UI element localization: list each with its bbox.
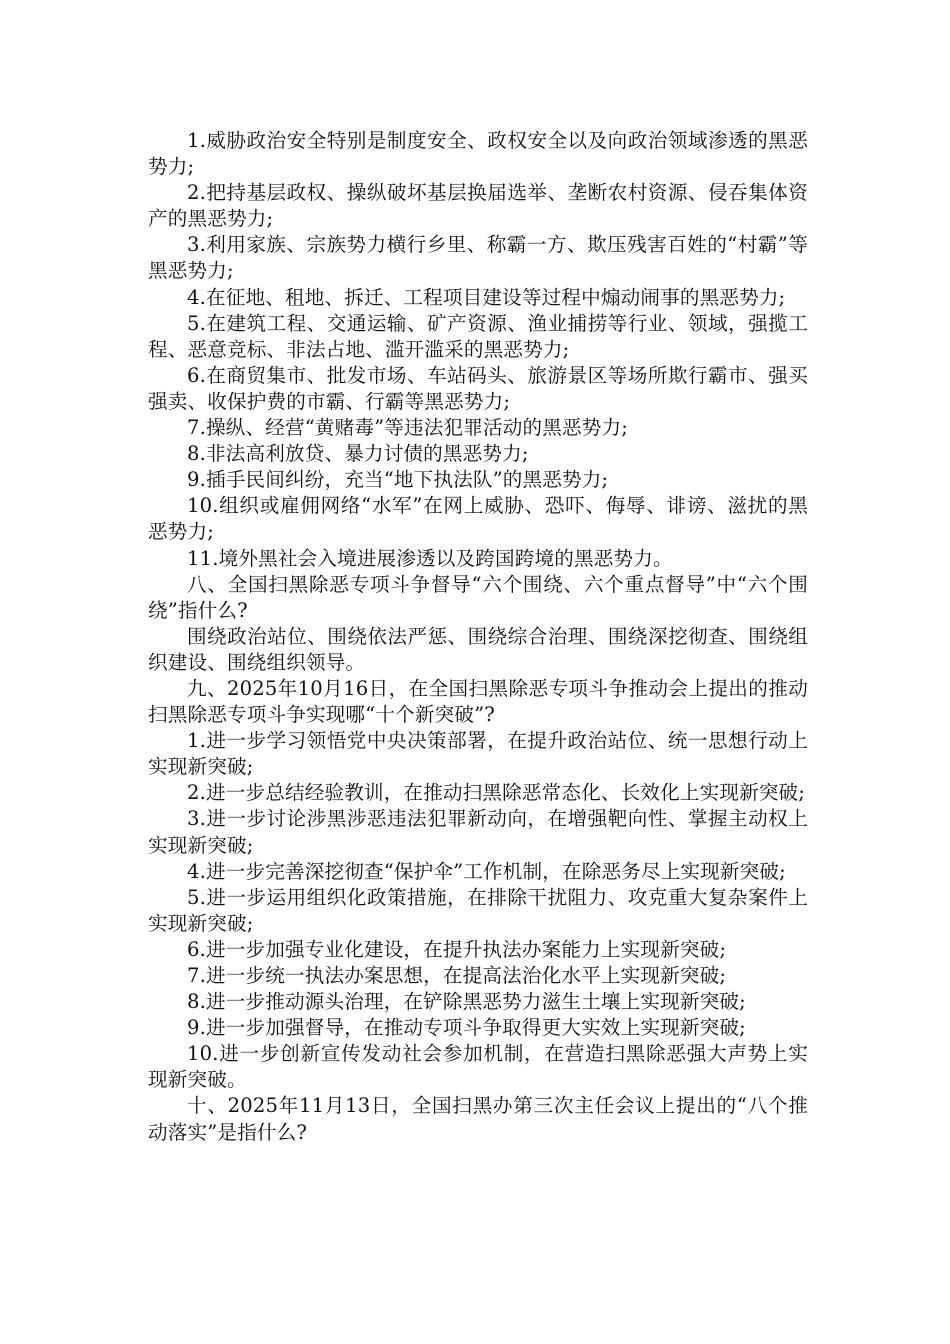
paragraph: 围绕政治站位、围绕依法严惩、围绕综合治理、围绕深挖彻查、围绕组织建设、围绕组织领导。 xyxy=(148,624,808,674)
paragraph: 2.进一步总结经验教训，在推动扫黑除恶常态化、长效化上实现新突破; xyxy=(187,781,806,805)
paragraph: 10.组织或雇佣网络“水军”在网上威胁、恐吓、侮辱、诽谤、滋扰的黑恶势力; xyxy=(148,494,808,544)
paragraph: 3.进一步讨论涉黑涉恶违法犯罪新动向，在增强靶向性、掌握主动权上实现新突破; xyxy=(148,807,808,857)
paragraph: 10.进一步创新宣传发动社会参加机制，在营造扫黑除恶强大声势上实现新突破。 xyxy=(148,1042,808,1092)
paragraph: 8.非法高利放贷、暴力讨债的黑恶势力; xyxy=(187,442,529,466)
paragraph: 2.把持基层政权、操纵破坏基层换届选举、垄断农村资源、侵吞集体资产的黑恶势力; xyxy=(148,181,808,231)
paragraph: 7.进一步统一执法办案思想，在提高法治化水平上实现新突破; xyxy=(187,964,727,987)
paragraph: 1.进一步学习领悟党中央决策部署，在提升政治站位、统一思想行动上实现新突破; xyxy=(148,729,808,779)
paragraph: 3.利用家族、宗族势力横行乡里、称霸一方、欺压残害百姓的“村霸”等黑恶势力; xyxy=(148,233,808,283)
paragraph: 4.在征地、租地、拆迁、工程项目建设等过程中煽动闹事的黑恶势力; xyxy=(187,285,786,309)
paragraph: 9.插手民间纠纷，充当“地下执法队”的黑恶势力; xyxy=(187,468,609,492)
paragraph: 6.进一步加强专业化建设，在提升执法办案能力上实现新突破; xyxy=(187,937,727,961)
paragraph: 4.进一步完善深挖彻查“保护伞”工作机制，在除恶务尽上实现新突破; xyxy=(187,859,786,883)
paragraph: 7.操纵、经营“黄赌毒”等违法犯罪活动的黑恶势力; xyxy=(187,416,628,440)
section-heading: 十、2025年11月13日，全国扫黑办第三次主任会议上提出的“八个推动落实”是指什么? xyxy=(148,1094,808,1144)
document-page xyxy=(148,128,808,1146)
paragraph: 9.进一步加强督导，在推动专项斗争取得更大实效上实现新突破; xyxy=(187,1016,746,1040)
section-heading: 九、2025年10月16日，在全国扫黑除恶专项斗争推动会上提出的推动扫黑除恶专项斗争实现哪“十个新突破”? xyxy=(148,676,808,727)
paragraph: 11.境外黑社会入境进展渗透以及跨国跨境的黑恶势力。 xyxy=(187,546,673,570)
section-heading: 八、全国扫黑除恶专项斗争督导“六个围绕、六个重点督导”中“六个围绕”指什么? xyxy=(148,572,808,622)
paragraph: 6.在商贸集市、批发市场、车站码头、旅游景区等场所欺行霸市、强买强卖、收保护费的市霸、行霸等黑恶势力; xyxy=(148,363,808,413)
paragraph: 5.进一步运用组织化政策措施，在排除干扰阻力、攻克重大复杂案件上实现新突破; xyxy=(148,885,808,935)
paragraph: 1.威胁政治安全特别是制度安全、政权安全以及向政治领域渗透的黑恶势力; xyxy=(148,129,808,179)
paragraph: 5.在建筑工程、交通运输、矿产资源、渔业捕捞等行业、领域，强揽工程、恶意竞标、非法占地、滥开滥采的黑恶势力; xyxy=(148,311,808,361)
paragraph: 8.进一步推动源头治理，在铲除黑恶势力滋生土壤上实现新突破; xyxy=(187,990,746,1014)
